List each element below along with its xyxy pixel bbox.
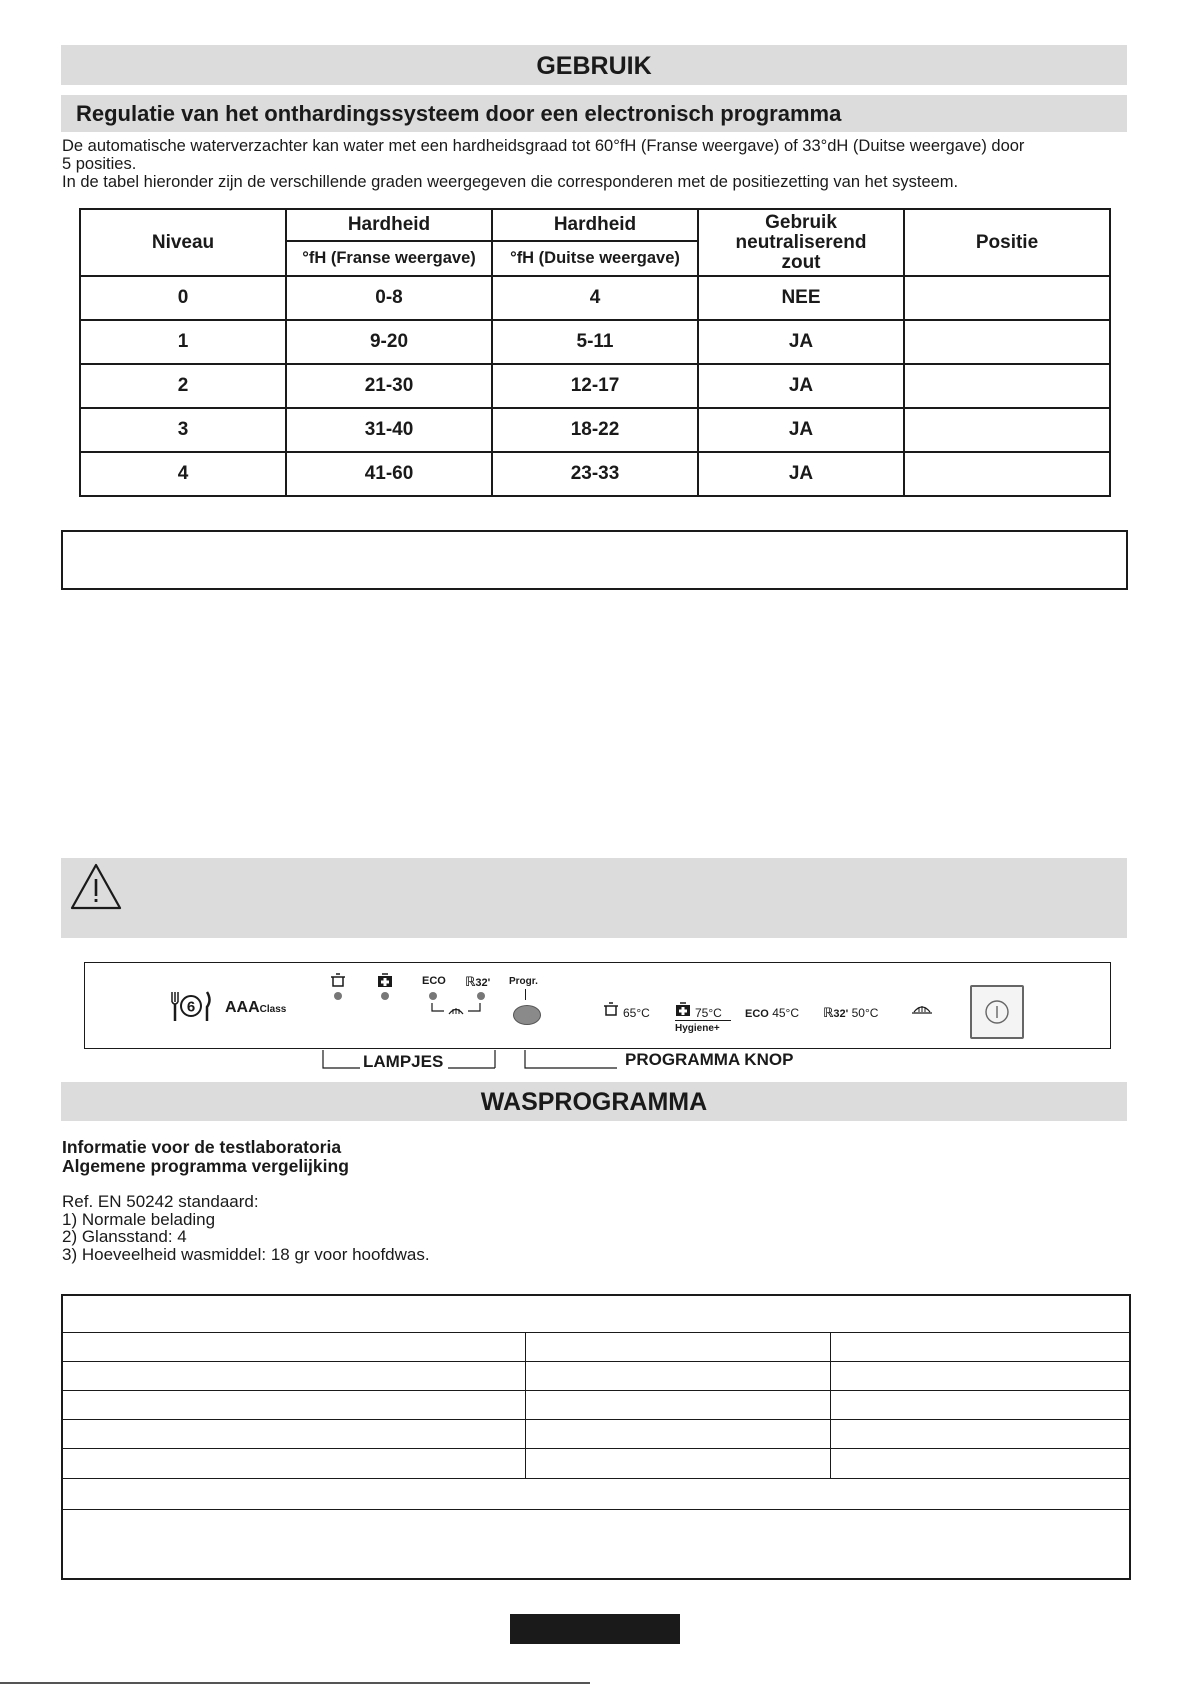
cell-level: 3 — [80, 408, 286, 452]
cell-position — [904, 276, 1110, 320]
cell-hardness-fr: 0-8 — [286, 276, 492, 320]
ref-line: 1) Normale belading — [62, 1209, 216, 1229]
note-box — [61, 530, 1128, 590]
program-knob[interactable] — [513, 1005, 541, 1025]
prog2-underline — [675, 1020, 731, 1021]
intro-line: 5 posities. — [62, 155, 137, 173]
warning-band — [61, 858, 1127, 938]
header-salt — [698, 209, 904, 276]
prog3-temp: 45°C — [772, 1006, 799, 1020]
header-salt-line: neutraliserend — [735, 231, 867, 253]
table-rule — [63, 1509, 1129, 1510]
table-rule — [63, 1390, 1129, 1391]
cell-hardness-fr: 9-20 — [286, 320, 492, 364]
intensive-pot-icon — [603, 1001, 619, 1017]
lamp-indicator — [429, 992, 437, 1000]
lamp-rapid-time: 32' — [475, 977, 491, 989]
cell-level: 2 — [80, 364, 286, 408]
program-comparison-table — [61, 1294, 1131, 1580]
header-level: Niveau — [80, 209, 286, 276]
warning-triangle-icon — [69, 862, 123, 912]
rapid-r-icon: ℝ — [465, 974, 476, 989]
section-title-gebruik: GEBRUIK — [61, 45, 1127, 85]
section-title-wasprogramma: WASPROGRAMMA — [61, 1082, 1127, 1121]
cell-level: 0 — [80, 276, 286, 320]
svg-text:6: 6 — [186, 998, 196, 1016]
power-icon — [972, 987, 1022, 1037]
header-salt-line: Gebruik — [765, 211, 837, 233]
cell-position — [904, 408, 1110, 452]
cell-position — [904, 452, 1110, 496]
cell-salt: JA — [698, 320, 904, 364]
cell-level: 1 — [80, 320, 286, 364]
hygiene-cross-icon — [377, 972, 393, 988]
cell-hardness-fr: 41-60 — [286, 452, 492, 496]
prog4-temp: 50°C — [851, 1006, 879, 1020]
cell-hardness-fr: 21-30 — [286, 364, 492, 408]
ref-line: 2) Glansstand: 4 — [62, 1227, 187, 1246]
table-rule — [63, 1419, 1129, 1420]
info-heading — [62, 1138, 1132, 1176]
header-unit-fr: °fH (Franse weergave) — [286, 241, 492, 276]
cell-salt: JA — [698, 364, 904, 408]
lamp-eco-label: ECO — [422, 975, 446, 987]
rinse-aid-bracket-icon — [430, 1002, 482, 1018]
table-row — [80, 452, 1110, 496]
intro-line: De automatische waterverzachter kan water met een hardheidsgraad tot 60°fH (Franse weergave) of 33°dH (Duitse weergave) door — [62, 137, 1025, 155]
cell-hardness-de: 18-22 — [492, 408, 698, 452]
place-settings-icon — [168, 988, 214, 1024]
control-panel — [84, 962, 1111, 1049]
callout-program-knob: PROGRAMMA KNOP — [625, 1050, 794, 1069]
cell-salt: JA — [698, 452, 904, 496]
cell-level: 4 — [80, 452, 286, 496]
page-number-bar — [510, 1614, 680, 1644]
intro-line: In de tabel hieronder zijn de verschillende graden weergegeven die corresponderen met de positiezetting van het systeem. — [62, 173, 959, 191]
prog3-eco: ECO — [745, 1008, 769, 1020]
energy-rating: AAA — [225, 999, 260, 1016]
hardness-table — [79, 208, 1111, 497]
cell-salt: NEE — [698, 276, 904, 320]
cell-salt: JA — [698, 408, 904, 452]
cell-position — [904, 320, 1110, 364]
table-row — [80, 364, 1110, 408]
cell-hardness-de: 4 — [492, 276, 698, 320]
intensive-pot-icon — [330, 972, 346, 988]
rapid-r-icon: ℝ — [823, 1005, 834, 1020]
prog2-sub: Hygiene+ — [675, 1023, 720, 1034]
intro-paragraph — [62, 137, 1132, 191]
progr-label: Progr. — [509, 976, 538, 987]
progr-tick — [525, 989, 526, 1000]
info-line: Algemene programma vergelijking — [62, 1156, 349, 1176]
lamp-rapid-label — [465, 974, 490, 990]
table-rule — [63, 1332, 1129, 1333]
energy-class: Class — [259, 1004, 287, 1015]
prog4-time: 32' — [833, 1008, 849, 1020]
prewash-shower-icon — [911, 1003, 933, 1017]
header-position: Positie — [904, 209, 1110, 276]
table-rule — [63, 1478, 1129, 1479]
reference-list — [62, 1193, 1132, 1263]
cell-hardness-de: 12-17 — [492, 364, 698, 408]
lamp-indicator — [334, 992, 342, 1000]
table-row — [80, 276, 1110, 320]
cell-hardness-de: 23-33 — [492, 452, 698, 496]
lamp-indicator — [477, 992, 485, 1000]
table-column-rule — [830, 1332, 831, 1478]
prog3-label — [745, 1006, 799, 1020]
header-unit-de: °fH (Duitse weergave) — [492, 241, 698, 276]
header-hardness-de: Hardheid — [492, 209, 698, 241]
cell-hardness-fr: 31-40 — [286, 408, 492, 452]
header-hardness-fr: Hardheid — [286, 209, 492, 241]
cell-hardness-de: 5-11 — [492, 320, 698, 364]
table-rule — [63, 1448, 1129, 1449]
table-row — [80, 320, 1110, 364]
energy-label — [225, 999, 286, 1017]
subsection-title: Regulatie van het onthardingssysteem door een electronisch programma — [61, 95, 1127, 132]
prog2-temp: 75°C — [695, 1006, 722, 1020]
power-button[interactable] — [970, 985, 1024, 1039]
hygiene-cross-icon — [675, 1001, 691, 1017]
ref-line: Ref. EN 50242 standaard: — [62, 1192, 259, 1211]
prog4-label — [823, 1005, 878, 1021]
cell-position — [904, 364, 1110, 408]
ref-line: 3) Hoeveelheid wasmiddel: 18 gr voor hoofdwas. — [62, 1244, 430, 1264]
lamp-indicator — [381, 992, 389, 1000]
table-row — [80, 408, 1110, 452]
table-column-rule — [525, 1332, 526, 1478]
prog1-temp: 65°C — [623, 1006, 650, 1020]
callout-lamps: LAMPJES — [363, 1052, 444, 1071]
table-rule — [63, 1361, 1129, 1362]
info-line: Informatie voor de testlaboratoria — [62, 1137, 342, 1157]
header-salt-line: zout — [781, 251, 821, 273]
bottom-rule — [0, 1682, 590, 1684]
